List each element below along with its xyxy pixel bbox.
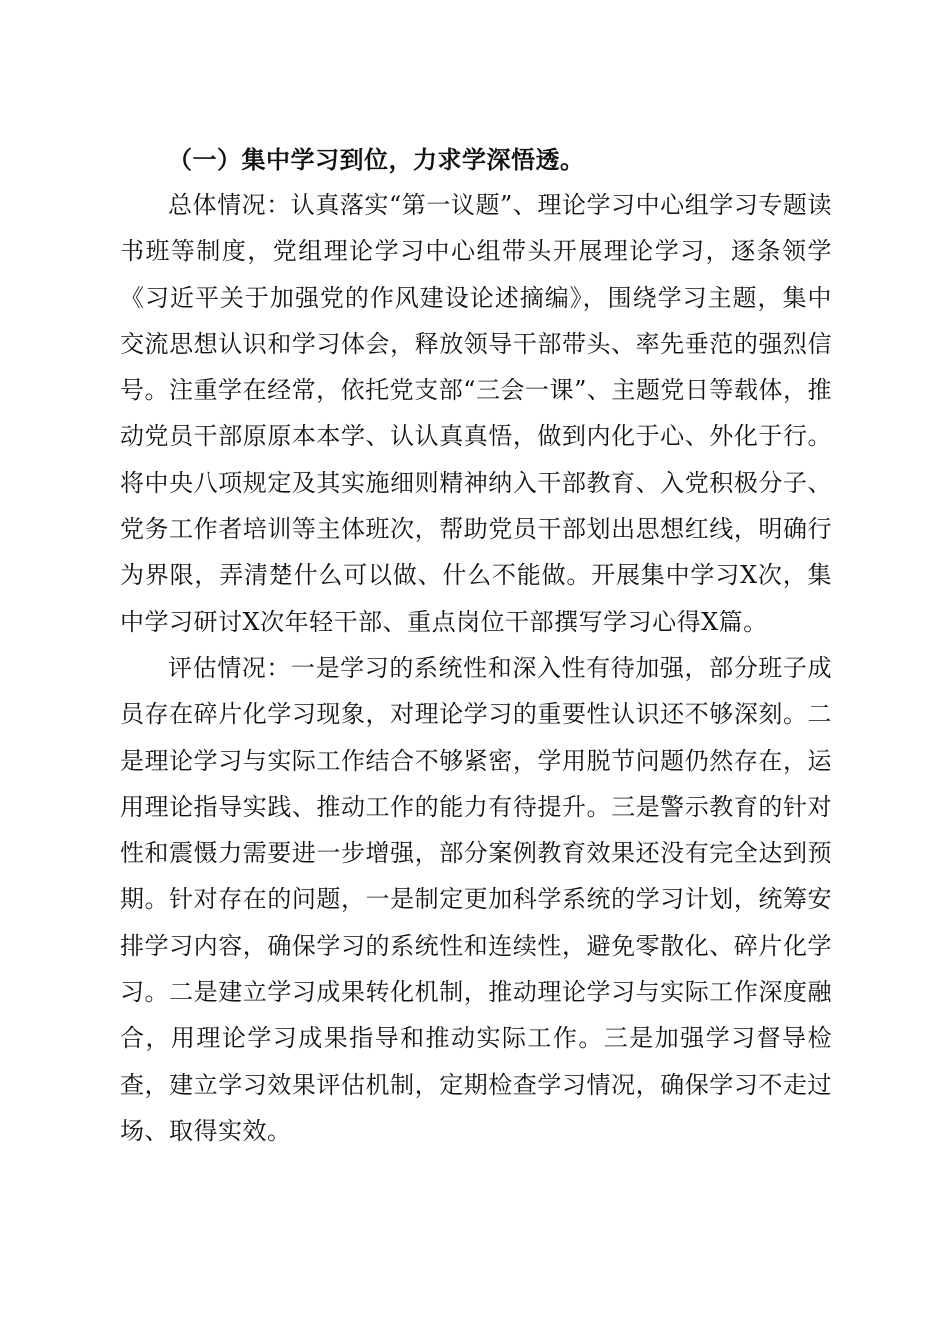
document-body xyxy=(120,138,832,1154)
overall-situation-paragraph: 总体情况：认真落实“第一议题”、理论学习中心组学习专题读书班等制度，党组理论学习中心组带头开展理论学习，逐条领学《习近平关于加强党的作风建设论述摘编》，围绕学习主题，集中交流思想认识和学习体会，释放领导干部带头、率先垂范的强烈信号。注重学在经常，依托党支部“三会一课”、主题党日等载体，推动党员干部原原本本学、认认真真悟，做到内化于心、外化于行。将中央八项规定及其实施细则精神纳入干部教育、入党积极分子、党务工作者培训等主体班次，帮助党员干部划出思想红线，明确行为界限，弄清楚什么可以做、什么不能做。开展集中学习X次，集中学习研讨X次年轻干部、重点岗位干部撰写学习心得X篇。 xyxy=(120,191,832,636)
assessment-paragraph: 评估情况：一是学习的系统性和深入性有待加强，部分班子成员存在碎片化学习现象，对理论学习的重要性认识还不够深刻。二是理论学习与实际工作结合不够紧密，学用脱节问题仍然存在，运用理论指导实践、推动工作的能力有待提升。三是警示教育的针对性和震慑力需要进一步增强，部分案例教育效果还没有完全达到预期。针对存在的问题，一是制定更加科学系统的学习计划，统筹安排学习内容，确保学习的系统性和连续性，避免零散化、碎片化学习。二是建立学习成果转化机制，推动理论学习与实际工作深度融合，用理论学习成果指导和推动实际工作。三是加强学习督导检查，建立学习效果评估机制，定期检查学习情况，确保学习不走过场、取得实效。 xyxy=(120,653,832,1145)
section-heading: （一）集中学习到位，力求学深悟透。 xyxy=(168,145,585,174)
